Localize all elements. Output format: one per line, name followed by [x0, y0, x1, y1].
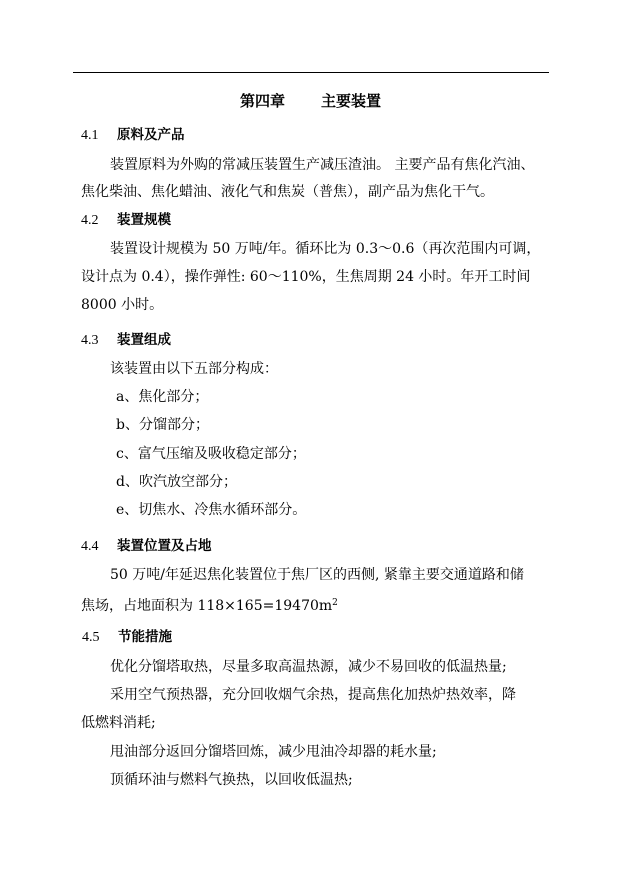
section-heading-4-5: [82, 628, 172, 647]
section-title: 节能措施: [118, 629, 172, 645]
section-number: 4.5: [82, 630, 100, 645]
section-title: 装置规模: [117, 212, 171, 228]
list-item: a、焦化部分；: [116, 389, 209, 405]
header-rule: [73, 72, 549, 73]
list-item: c、富气压缩及吸收稳定部分；: [116, 446, 306, 462]
paragraph-line: 焦化柴油、焦化蜡油、液化气和焦炭（普焦），副产品为焦化干气。: [81, 184, 494, 200]
paragraph-line: 设计点为 0.4），操作弹性: 60～110%，生焦周期 24 小时。年开工时间: [81, 269, 531, 285]
section-number: 4.3: [81, 333, 99, 348]
section-number: 4.2: [81, 213, 99, 228]
paragraph-line: 优化分馏塔取热，尽量多取高温热源，减少不易回收的低温热量;: [110, 659, 507, 675]
paragraph-line: 甩油部分返回分馏塔回炼，减少甩油冷却器的耗水量;: [110, 744, 437, 760]
section-title: 装置位置及占地: [117, 538, 212, 554]
paragraph-line: 低燃料消耗;: [81, 715, 156, 731]
paragraph-line: 该装置由以下五部分构成：: [110, 361, 278, 377]
paragraph-line: 8000 小时。: [81, 297, 164, 313]
area-text: 焦场，占地面积为 118×165=19470m: [81, 598, 333, 614]
paragraph-line: 装置设计规模为 50 万吨/年。循环比为 0.3～0.6（再次范围内可调，: [110, 241, 541, 257]
section-title: 原料及产品: [117, 127, 185, 143]
section-heading-4-1: [81, 126, 185, 145]
paragraph-line: [81, 594, 338, 615]
paragraph-line: 采用空气预热器，充分回收烟气余热，提高焦化加热炉热效率，降: [110, 687, 516, 703]
chapter-number: 第四章: [239, 92, 285, 110]
section-number: 4.4: [81, 539, 99, 554]
paragraph-line: 50 万吨/年延迟焦化装置位于焦厂区的西侧, 紧靠主要交通道路和储: [110, 567, 524, 583]
paragraph-line: 顶循环油与燃料气换热，以回收低温热;: [110, 772, 353, 788]
section-heading-4-2: [81, 211, 171, 230]
area-superscript: 2: [332, 598, 338, 608]
chapter-title: 主要装置: [321, 92, 382, 110]
list-item: b、分馏部分；: [116, 417, 209, 433]
chapter-heading: [0, 90, 621, 111]
list-item: d、吹汽放空部分；: [116, 474, 237, 490]
section-number: 4.1: [81, 128, 99, 143]
section-heading-4-3: [81, 331, 171, 350]
list-item: e、切焦水、冷焦水循环部分。: [116, 502, 307, 518]
paragraph-line: 装置原料为外购的常减压装置生产减压渣油。 主要产品有焦化汽油、: [110, 157, 535, 173]
section-heading-4-4: [81, 537, 212, 556]
section-title: 装置组成: [117, 332, 171, 348]
